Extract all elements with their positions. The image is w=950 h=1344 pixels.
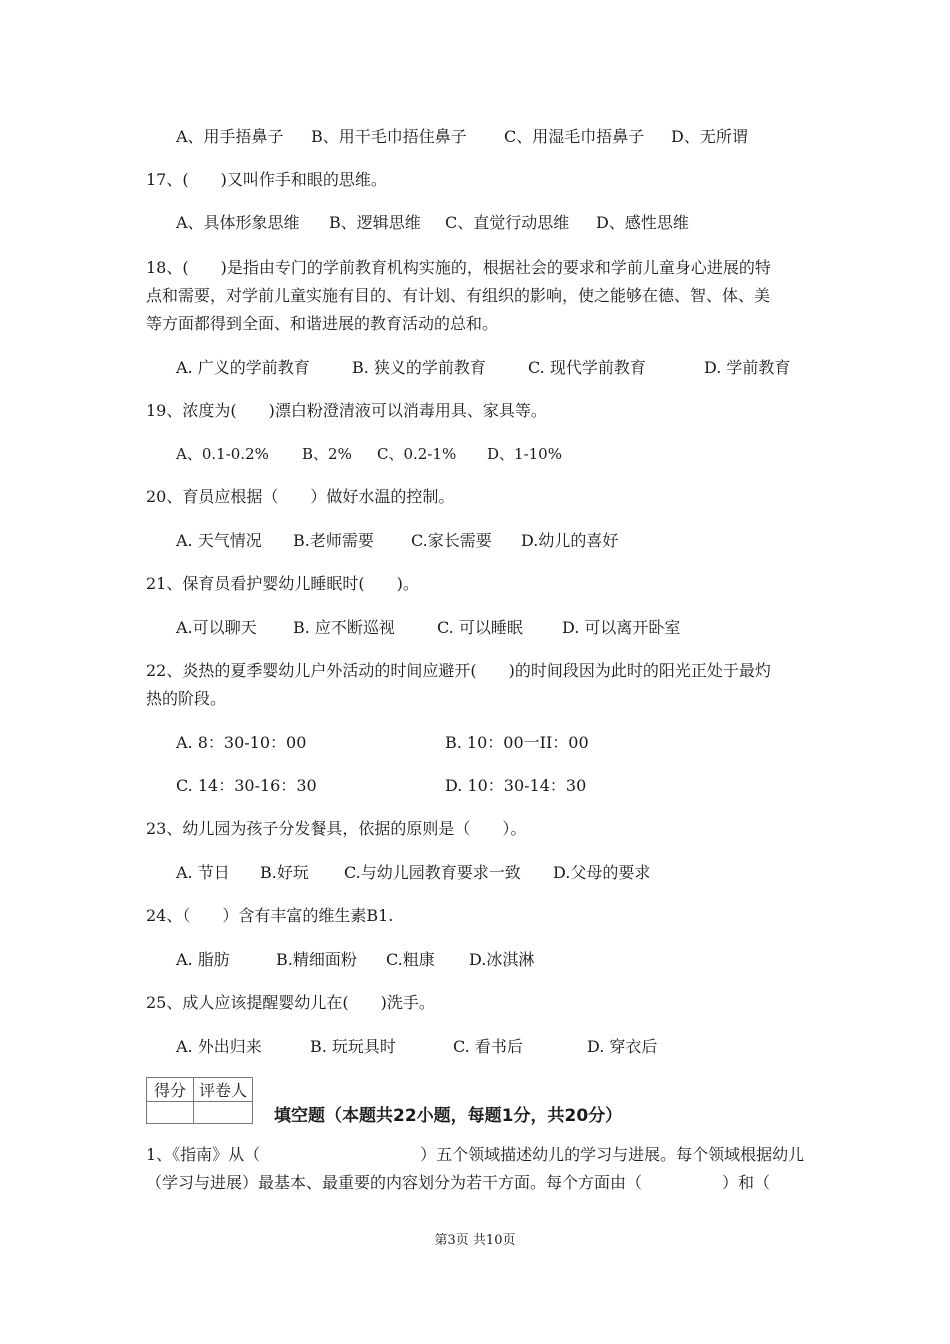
q21-option-a: A.可以聊天 <box>176 618 257 637</box>
q18-stem-line-2: 点和需要，对学前儿童实施有目的、有计划、有组织的影响，使之能够在德、智、体、美 <box>146 286 771 305</box>
q18-stem-line-1: 18、( )是指由专门的学前教育机构实施的，根据社会的要求和学前儿童身心进展的特 <box>146 258 771 277</box>
grader-cell <box>194 1102 253 1124</box>
q22-option-b: B. 10：00一II：00 <box>445 733 589 752</box>
grader-header: 评卷人 <box>194 1078 253 1102</box>
fill-blank-line-2: （学习与进展）最基本、最重要的内容划分为若干方面。每个方面由（ ）和（ <box>146 1173 771 1192</box>
q19-option-c: C、0.2-1% <box>377 445 457 463</box>
q18-option-a: A. 广义的学前教育 <box>176 358 310 377</box>
q21-stem: 21、保育员看护婴幼儿睡眠时( )。 <box>146 574 419 593</box>
q22-option-a: A. 8：30-10：00 <box>176 733 307 752</box>
page-footer: 第3页 共10页 <box>434 1233 516 1248</box>
q19-option-d: D、1-10% <box>487 445 562 463</box>
q22-stem-line-1: 22、炎热的夏季婴幼儿户外活动的时间应避开( )的时间段因为此时的阳光正处于最灼 <box>146 661 771 680</box>
q24-option-d: D.冰淇淋 <box>469 950 535 969</box>
q24-option-b: B.精细面粉 <box>276 950 357 969</box>
q25-option-b: B. 玩玩具时 <box>310 1037 396 1056</box>
q23-option-a: A. 节日 <box>176 863 230 882</box>
q22-option-c: C. 14：30-16：30 <box>176 776 317 795</box>
q25-option-d: D. 穿衣后 <box>587 1037 658 1056</box>
q22-stem-line-2: 热的阶段。 <box>146 689 227 708</box>
q21-option-c: C. 可以睡眠 <box>437 618 523 637</box>
q21-option-d: D. 可以离开卧室 <box>562 618 681 637</box>
q19-option-a: A、0.1-0.2% <box>176 445 269 463</box>
q16-option-a: A、用手捂鼻子 <box>176 127 284 146</box>
score-header: 得分 <box>147 1078 194 1102</box>
q24-option-c: C.粗康 <box>386 950 435 969</box>
score-box <box>146 1077 253 1124</box>
q24-stem: 24、（ ）含有丰富的维生素B1. <box>146 906 394 925</box>
score-cell <box>147 1102 194 1124</box>
q20-option-b: B.老师需要 <box>293 531 374 550</box>
q17-option-d: D、感性思维 <box>596 213 689 232</box>
q25-option-a: A. 外出归来 <box>176 1037 262 1056</box>
q23-option-d: D.父母的要求 <box>553 863 651 882</box>
q19-option-b: B、2% <box>302 445 352 463</box>
q16-option-c: C、用湿毛巾捂鼻子 <box>504 127 645 146</box>
q25-stem: 25、成人应该提醒婴幼儿在( )洗手。 <box>146 993 435 1012</box>
q18-option-d: D. 学前教育 <box>704 358 791 377</box>
q20-stem: 20、育员应根据（ ）做好水温的控制。 <box>146 487 455 506</box>
q17-stem: 17、( )又叫作手和眼的思维。 <box>146 170 387 189</box>
q19-stem: 19、浓度为( )漂白粉澄清液可以消毒用具、家具等。 <box>146 401 547 420</box>
section-title: 填空题（本题共22小题，每题1分，共20分） <box>274 1106 623 1126</box>
q23-stem: 23、幼儿园为孩子分发餐具，依据的原则是（ ）。 <box>146 819 527 838</box>
q16-option-d: D、无所谓 <box>671 127 748 146</box>
q20-option-c: C.家长需要 <box>411 531 492 550</box>
q20-option-d: D.幼儿的喜好 <box>521 531 619 550</box>
q17-option-a: A、具体形象思维 <box>176 213 300 232</box>
q16-option-b: B、用干毛巾捂住鼻子 <box>311 127 467 146</box>
q17-option-c: C、直觉行动思维 <box>445 213 570 232</box>
q18-option-b: B. 狭义的学前教育 <box>352 358 486 377</box>
q21-option-b: B. 应不断巡视 <box>293 618 395 637</box>
q22-option-d: D. 10：30-14：30 <box>445 776 587 795</box>
q24-option-a: A. 脂肪 <box>176 950 230 969</box>
fill-blank-line-1: 1、《指南》从（ ）五个领域描述幼儿的学习与进展。每个领域根据幼儿 <box>146 1145 805 1164</box>
q18-option-c: C. 现代学前教育 <box>528 358 646 377</box>
q23-option-c: C.与幼儿园教育要求一致 <box>344 863 521 882</box>
q25-option-c: C. 看书后 <box>453 1037 523 1056</box>
q20-option-a: A. 天气情况 <box>176 531 262 550</box>
q23-option-b: B.好玩 <box>260 863 309 882</box>
q17-option-b: B、逻辑思维 <box>329 213 421 232</box>
q18-stem-line-3: 等方面都得到全面、和谐进展的教育活动的总和。 <box>146 314 499 333</box>
